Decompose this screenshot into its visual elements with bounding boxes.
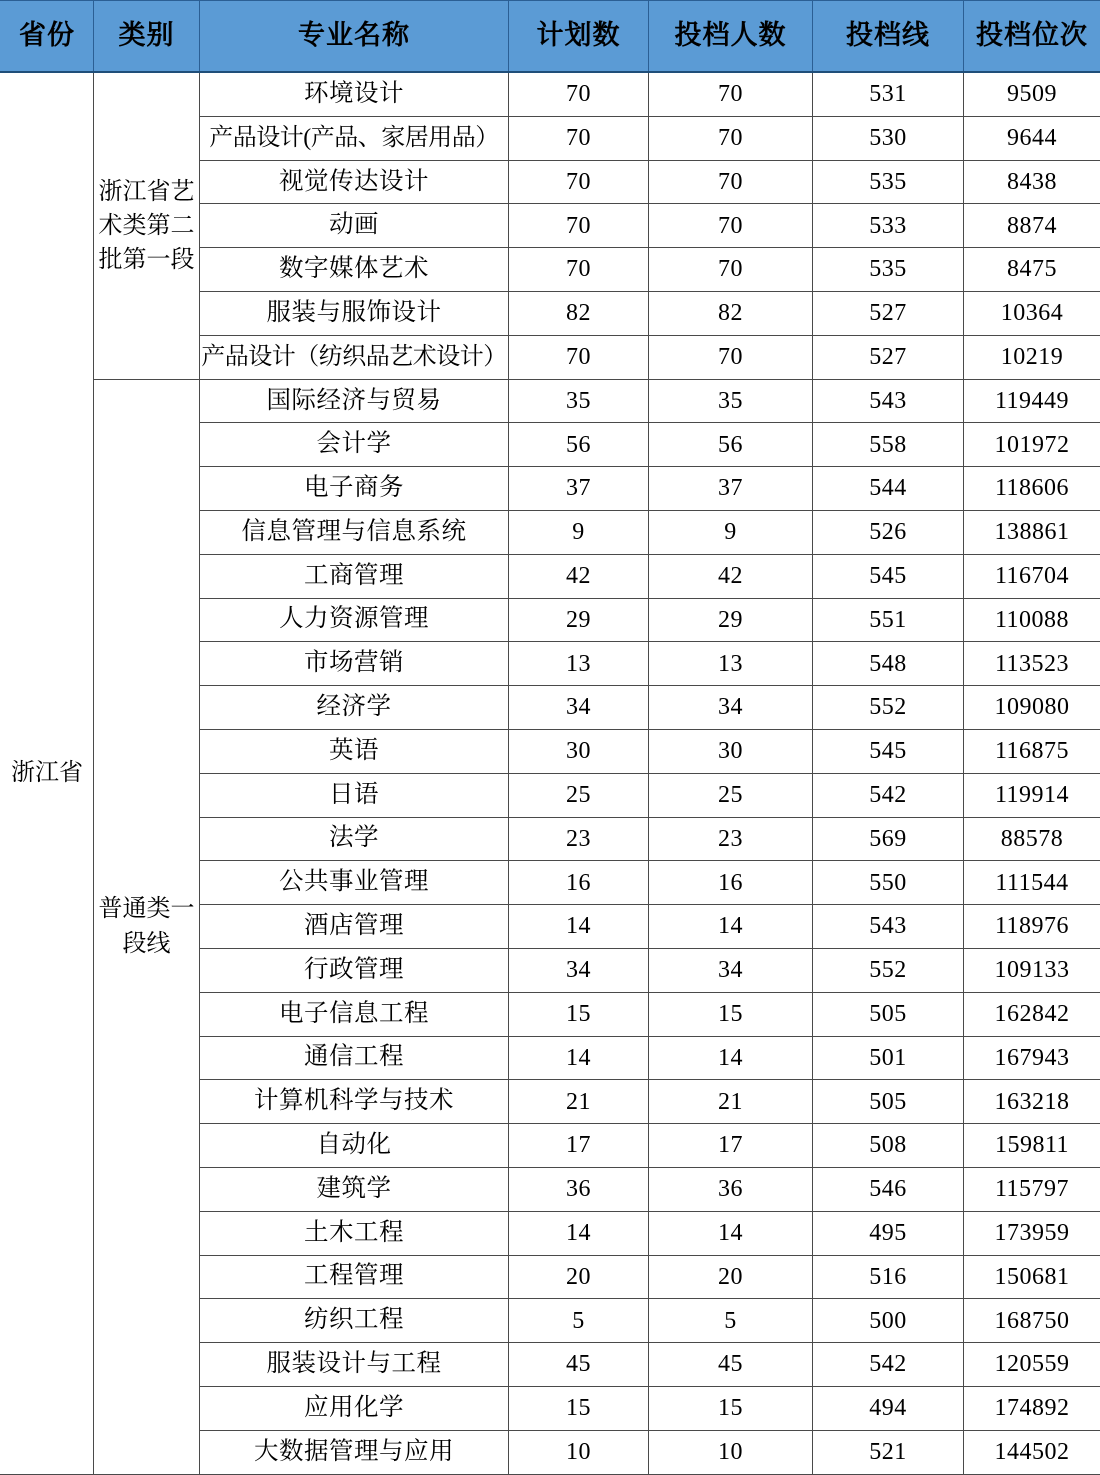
cell-major: 服装设计与工程 [200, 1343, 509, 1387]
cell-plan: 14 [509, 1036, 649, 1080]
column-header-line: 投档线 [813, 1, 964, 73]
cell-admitted: 82 [649, 291, 813, 335]
cell-plan: 25 [509, 773, 649, 817]
cell-line: 516 [813, 1255, 964, 1299]
cell-rank: 118976 [964, 905, 1100, 949]
cell-admitted: 42 [649, 554, 813, 598]
cell-major: 产品设计(产品、家居用品） [200, 116, 509, 160]
cell-line: 569 [813, 817, 964, 861]
cell-plan: 70 [509, 160, 649, 204]
cell-admitted: 20 [649, 1255, 813, 1299]
cell-rank: 150681 [964, 1255, 1100, 1299]
cell-rank: 144502 [964, 1430, 1100, 1474]
cell-admitted: 14 [649, 1211, 813, 1255]
cell-rank: 173959 [964, 1211, 1100, 1255]
cell-rank: 120559 [964, 1343, 1100, 1387]
cell-major: 动画 [200, 204, 509, 248]
cell-rank: 159811 [964, 1124, 1100, 1168]
cell-admitted: 36 [649, 1167, 813, 1211]
column-header-major: 专业名称 [200, 1, 509, 73]
cell-admitted: 70 [649, 248, 813, 292]
cell-major: 公共事业管理 [200, 861, 509, 905]
column-header-province: 省份 [1, 1, 94, 73]
cell-major: 法学 [200, 817, 509, 861]
cell-major: 工程管理 [200, 1255, 509, 1299]
cell-rank: 109080 [964, 686, 1100, 730]
cell-line: 535 [813, 248, 964, 292]
cell-admitted: 56 [649, 423, 813, 467]
cell-category: 普通类一段线 [94, 379, 200, 1474]
cell-major: 计算机科学与技术 [200, 1080, 509, 1124]
cell-admitted: 70 [649, 204, 813, 248]
cell-rank: 10364 [964, 291, 1100, 335]
cell-rank: 101972 [964, 423, 1100, 467]
cell-plan: 15 [509, 1386, 649, 1430]
cell-major: 日语 [200, 773, 509, 817]
cell-plan: 42 [509, 554, 649, 598]
cell-admitted: 45 [649, 1343, 813, 1387]
cell-admitted: 70 [649, 72, 813, 116]
table-body [1, 72, 1100, 1474]
cell-major: 视觉传达设计 [200, 160, 509, 204]
cell-rank: 167943 [964, 1036, 1100, 1080]
cell-plan: 14 [509, 905, 649, 949]
cell-admitted: 15 [649, 1386, 813, 1430]
cell-plan: 70 [509, 248, 649, 292]
cell-rank: 119914 [964, 773, 1100, 817]
cell-admitted: 14 [649, 1036, 813, 1080]
cell-line: 505 [813, 1080, 964, 1124]
cell-admitted: 21 [649, 1080, 813, 1124]
cell-admitted: 15 [649, 992, 813, 1036]
cell-line: 544 [813, 467, 964, 511]
cell-line: 530 [813, 116, 964, 160]
cell-line: 531 [813, 72, 964, 116]
cell-plan: 9 [509, 510, 649, 554]
cell-major: 国际经济与贸易 [200, 379, 509, 423]
cell-plan: 21 [509, 1080, 649, 1124]
cell-admitted: 9 [649, 510, 813, 554]
cell-plan: 5 [509, 1299, 649, 1343]
cell-plan: 34 [509, 948, 649, 992]
cell-admitted: 5 [649, 1299, 813, 1343]
table-row [1, 72, 1100, 116]
cell-rank: 116704 [964, 554, 1100, 598]
cell-rank: 8438 [964, 160, 1100, 204]
cell-line: 545 [813, 729, 964, 773]
cell-rank: 10219 [964, 335, 1100, 379]
cell-plan: 15 [509, 992, 649, 1036]
header-row [1, 1, 1100, 73]
cell-admitted: 13 [649, 642, 813, 686]
cell-rank: 168750 [964, 1299, 1100, 1343]
cell-plan: 10 [509, 1430, 649, 1474]
cell-line: 495 [813, 1211, 964, 1255]
cell-plan: 30 [509, 729, 649, 773]
cell-plan: 56 [509, 423, 649, 467]
cell-plan: 29 [509, 598, 649, 642]
column-header-rank: 投档位次 [964, 1, 1100, 73]
cell-rank: 9644 [964, 116, 1100, 160]
cell-line: 535 [813, 160, 964, 204]
cell-major: 经济学 [200, 686, 509, 730]
cell-rank: 109133 [964, 948, 1100, 992]
cell-line: 501 [813, 1036, 964, 1080]
cell-line: 526 [813, 510, 964, 554]
cell-plan: 13 [509, 642, 649, 686]
cell-admitted: 70 [649, 116, 813, 160]
cell-line: 521 [813, 1430, 964, 1474]
cell-line: 543 [813, 379, 964, 423]
cell-admitted: 10 [649, 1430, 813, 1474]
cell-line: 533 [813, 204, 964, 248]
column-header-admitted: 投档人数 [649, 1, 813, 73]
cell-major: 自动化 [200, 1124, 509, 1168]
cell-major: 工商管理 [200, 554, 509, 598]
column-header-category: 类别 [94, 1, 200, 73]
cell-plan: 70 [509, 204, 649, 248]
cell-plan: 14 [509, 1211, 649, 1255]
cell-admitted: 34 [649, 686, 813, 730]
cell-major: 行政管理 [200, 948, 509, 992]
cell-line: 546 [813, 1167, 964, 1211]
cell-admitted: 25 [649, 773, 813, 817]
cell-admitted: 35 [649, 379, 813, 423]
cell-major: 通信工程 [200, 1036, 509, 1080]
cell-plan: 35 [509, 379, 649, 423]
cell-plan: 70 [509, 335, 649, 379]
cell-rank: 119449 [964, 379, 1100, 423]
cell-admitted: 17 [649, 1124, 813, 1168]
cell-major: 环境设计 [200, 72, 509, 116]
cell-line: 558 [813, 423, 964, 467]
cell-plan: 70 [509, 72, 649, 116]
cell-major: 土木工程 [200, 1211, 509, 1255]
cell-line: 551 [813, 598, 964, 642]
cell-plan: 16 [509, 861, 649, 905]
cell-rank: 113523 [964, 642, 1100, 686]
cell-major: 服装与服饰设计 [200, 291, 509, 335]
cell-major: 大数据管理与应用 [200, 1430, 509, 1474]
cell-major: 纺织工程 [200, 1299, 509, 1343]
cell-category: 浙江省艺术类第二批第一段 [94, 72, 200, 379]
cell-admitted: 70 [649, 335, 813, 379]
cell-major: 英语 [200, 729, 509, 773]
cell-plan: 34 [509, 686, 649, 730]
cell-line: 552 [813, 686, 964, 730]
cell-admitted: 29 [649, 598, 813, 642]
cell-rank: 163218 [964, 1080, 1100, 1124]
cell-line: 505 [813, 992, 964, 1036]
cell-rank: 9509 [964, 72, 1100, 116]
cell-major: 会计学 [200, 423, 509, 467]
column-header-plan: 计划数 [509, 1, 649, 73]
cell-admitted: 37 [649, 467, 813, 511]
cell-line: 542 [813, 773, 964, 817]
cell-line: 542 [813, 1343, 964, 1387]
cell-major: 电子信息工程 [200, 992, 509, 1036]
cell-major: 人力资源管理 [200, 598, 509, 642]
cell-line: 527 [813, 335, 964, 379]
cell-rank: 115797 [964, 1167, 1100, 1211]
cell-line: 550 [813, 861, 964, 905]
cell-rank: 8475 [964, 248, 1100, 292]
cell-line: 500 [813, 1299, 964, 1343]
cell-admitted: 23 [649, 817, 813, 861]
cell-major: 产品设计（纺织品艺术设计） [200, 335, 509, 379]
table-row [1, 379, 1100, 423]
cell-admitted: 34 [649, 948, 813, 992]
cell-line: 527 [813, 291, 964, 335]
cell-admitted: 16 [649, 861, 813, 905]
cell-rank: 162842 [964, 992, 1100, 1036]
table-header [1, 1, 1100, 73]
cell-admitted: 14 [649, 905, 813, 949]
cell-major: 市场营销 [200, 642, 509, 686]
cell-admitted: 30 [649, 729, 813, 773]
cell-major: 建筑学 [200, 1167, 509, 1211]
cell-rank: 118606 [964, 467, 1100, 511]
cell-major: 酒店管理 [200, 905, 509, 949]
cell-rank: 8874 [964, 204, 1100, 248]
cell-major: 信息管理与信息系统 [200, 510, 509, 554]
cell-rank: 110088 [964, 598, 1100, 642]
cell-rank: 88578 [964, 817, 1100, 861]
cell-line: 508 [813, 1124, 964, 1168]
cell-plan: 17 [509, 1124, 649, 1168]
cell-major: 应用化学 [200, 1386, 509, 1430]
cell-line: 545 [813, 554, 964, 598]
cell-plan: 37 [509, 467, 649, 511]
cell-admitted: 70 [649, 160, 813, 204]
cell-plan: 23 [509, 817, 649, 861]
cell-major: 数字媒体艺术 [200, 248, 509, 292]
cell-plan: 45 [509, 1343, 649, 1387]
cell-rank: 174892 [964, 1386, 1100, 1430]
cell-rank: 111544 [964, 861, 1100, 905]
cell-line: 552 [813, 948, 964, 992]
cell-province: 浙江省 [1, 72, 94, 1474]
cell-line: 548 [813, 642, 964, 686]
cell-plan: 36 [509, 1167, 649, 1211]
cell-rank: 116875 [964, 729, 1100, 773]
cell-rank: 138861 [964, 510, 1100, 554]
cell-line: 494 [813, 1386, 964, 1430]
cell-plan: 82 [509, 291, 649, 335]
cell-plan: 20 [509, 1255, 649, 1299]
cell-major: 电子商务 [200, 467, 509, 511]
cell-plan: 70 [509, 116, 649, 160]
cell-line: 543 [813, 905, 964, 949]
